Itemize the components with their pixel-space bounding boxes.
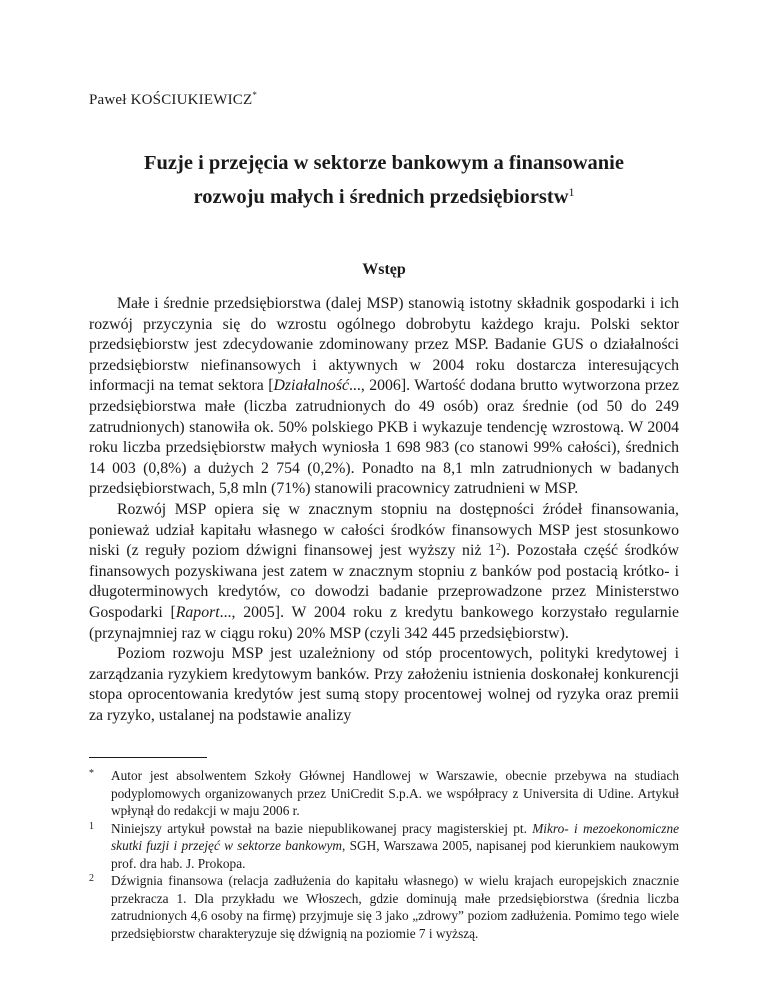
footnote-1 [89,820,679,873]
paragraph-2-part-a: Rozwój MSP opiera się w znacznym stopniu na dostępności źródeł finansowania, ponieważ udział kapitału własnego w całości środków finansowych MSP jest stosunkowo niski (z reguły poziom dźwigni finansowej jest wyższy niż 1 [89,500,679,560]
title-footnote-ref: 1 [568,185,575,199]
title-line-1: Fuzje i przejęcia w sektorze bankowym a finansowanie [144,152,624,174]
citation-dzialalnosc: Działalność [273,377,349,395]
footnote-2 [89,872,679,942]
footnote-text [111,820,679,873]
author-line [89,90,257,109]
paragraph-1-part-b: ..., 2006]. Wartość dodana brutto wytworzona przez przedsiębiorstwa małe (liczba zatrudnionych do 49 osób) oraz średnie (od 50 do 249 zatrudnionych) stanowiła ok. 50% polskiego PKB i wykazuje tendencję wzrostową. W 2004 roku liczba przedsiębiorstw małych wyniosła 1 698 983 (co stanowi 99% całości), średnich 14 003 (0,8%) a dużych 2 754 (0,2%). Ponadto na 8,1 mln zatrudnionych w badanych przedsiębiorstwach, 5,8 mln (71%) stanowili pracownicy zatrudnieni w MSP. [89,377,680,498]
footnote-1-part-b: , SGH, Warszawa 2005, napisanej pod kierunkiem naukowym prof. dra hab. J. Prokopa. [111,838,679,871]
footnote-text: Autor jest absolwentem Szkoły Głównej Handlowej w Warszawie, obecnie przebywa na studiach podyplomowych organizowanych przez UniCredit S.p.A. we współpracy z Universita di Udine. Artykuł wpłynął do redakcji w maju 2006 r. [111,768,679,818]
title-line-2-text: rozwoju małych i średnich przedsiębiorstw [193,186,569,208]
footnote-separator [89,757,207,758]
footnote-mark: * [89,768,94,779]
citation-raport: Raport [175,603,220,621]
footnote-ref-2: 2 [495,542,501,554]
paragraph-2-part-c: ..., 2005]. W 2004 roku z kredytu bankowego korzystało regularnie (przynajmniej raz w ciągu roku) 20% MSP (czyli 342 445 przedsiębiorstw). [89,603,680,642]
footnote-1-thesis-title: Mikro- i mezoekonomiczne skutki fuzji i przejęć w sektorze bankowym [111,820,679,853]
footnote-mark: 2 [89,873,94,884]
paragraph-2-part-b: ). Pozostała część środków finansowych pozyskiwana jest zatem w znacznym stopniu z banków pod postacią krótko- i długoterminowych kredytów, co dowodzi badanie przeprowadzone przez Ministerstwo Gospodarki [ [89,542,679,621]
body-text [89,294,679,726]
paragraph-3: Poziom rozwoju MSP jest uzależniony od stóp procentowych, polityki kredytowej i zarządzania ryzykiem kredytowym banków. Przy założeniu istnienia doskonałej konkurencji stopa oprocentowania kredytów jest sumą stopy procentowej wolnej od ryzyka oraz premii za ryzyko, ustalanej na podstawie analizy [89,645,679,724]
footnote-mark: 1 [89,820,94,832]
paragraph-2 [89,500,679,644]
paragraph-1-part-a: Małe i średnie przedsiębiorstwa (dalej MSP) stanowią istotny składnik gospodarki i ich rozwój przyczynia się do wzrostu ogólnego dobrobytu każdego kraju. Polski sektor przedsiębiorstw jest zdecydowanie zdominowany przez MSP. Badanie GUS o działalności przedsiębiorstw niefinansowych i aktywnych w 2004 roku dostarcza interesujących informacji na temat sektora [ [89,295,679,395]
footnote-author [89,767,679,820]
section-heading: Wstęp [362,261,406,278]
footnotes [89,767,679,942]
title-line-2 [60,178,708,212]
footnote-text: Dźwignia finansowa (relacja zadłużenia do kapitału własnego) w wielu krajach europejskich znacznie przekracza 1. Dla przykładu we Włoszech, gdzie dominują małe przedsiębiorstwa (średnia liczba zatrudnionych 4,6 osoby na firmę) przyjmuje się 3 jako „zdrowy” poziom zadłużenia. Pomimo tego wiele przedsiębiorstw charakteryzuje się dźwignią na poziomie 7 i wyższą. [111,873,679,941]
article-title [60,149,708,212]
paragraph-1 [89,294,679,500]
footnote-1-part-a: Niniejszy artykuł powstał na bazie niepublikowanej pracy magisterskiej pt. [111,820,533,836]
author-footnote-mark: * [252,90,258,100]
author-name: Paweł KOŚCIUKIEWICZ [89,92,253,108]
